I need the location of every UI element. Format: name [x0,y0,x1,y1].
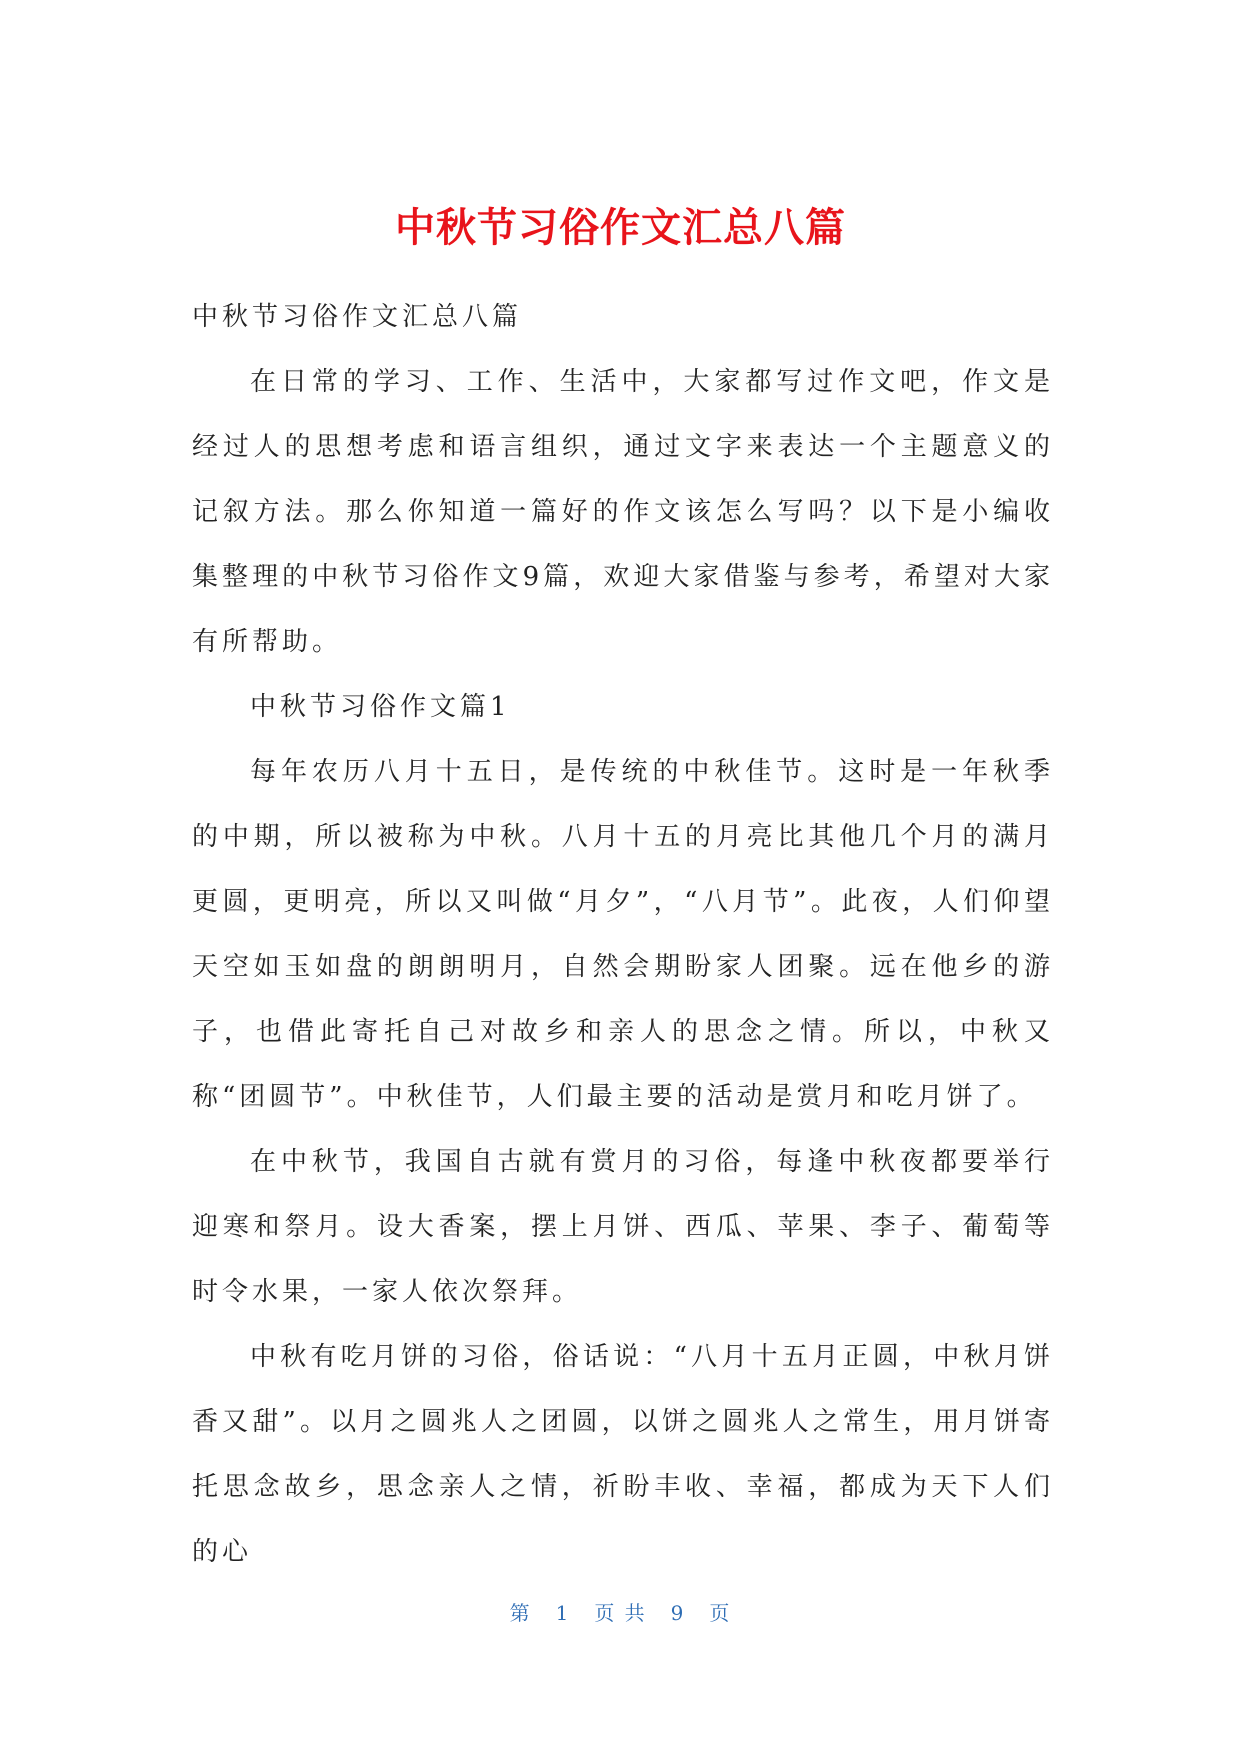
footer-middle: 页 共 [594,1601,647,1625]
page-footer [0,1598,1241,1628]
document-body [192,285,1054,1585]
footer-prefix: 第 [509,1601,532,1625]
body-paragraph: 中秋有吃月饼的习俗，俗话说：“八月十五月正圆，中秋月饼香又甜”。以月之圆兆人之团圆，以饼之圆兆人之常生，用月饼寄托思念故乡，思念亲人之情，祈盼丰收、幸福，都成为天下人们的心 [192,1342,1054,1567]
body-paragraph: 中秋节习俗作文篇1 [250,692,511,722]
body-paragraph: 在日常的学习、工作、生活中，大家都写过作文吧，作文是经过人的思想考虑和语言组织，通过文字来表达一个主题意义的记叙方法。那么你知道一篇好的作文该怎么写吗？以下是小编收集整理的中秋节习俗作文9篇，欢迎大家借鉴与参考，希望对大家有所帮助。 [192,367,1054,657]
footer-total-pages: 9 [670,1601,686,1625]
body-paragraph: 中秋节习俗作文汇总八篇 [192,302,523,332]
document-title: 中秋节习俗作文汇总八篇 [395,205,846,251]
footer-suffix: 页 [709,1601,732,1625]
footer-current-page: 1 [555,1601,571,1625]
body-paragraph: 在中秋节，我国自古就有赏月的习俗，每逢中秋夜都要举行迎寒和祭月。设大香案，摆上月饼、西瓜、苹果、李子、葡萄等时令水果，一家人依次祭拜。 [192,1147,1054,1307]
body-paragraph: 每年农历八月十五日，是传统的中秋佳节。这时是一年秋季的中期，所以被称为中秋。八月十五的月亮比其他几个月的满月更圆，更明亮，所以又叫做“月夕”，“八月节”。此夜，人们仰望天空如玉如盘的朗朗明月，自然会期盼家人团聚。远在他乡的游子，也借此寄托自己对故乡和亲人的思念之情。所以，中秋又称“团圆节”。中秋佳节，人们最主要的活动是赏月和吃月饼了。 [192,757,1054,1112]
